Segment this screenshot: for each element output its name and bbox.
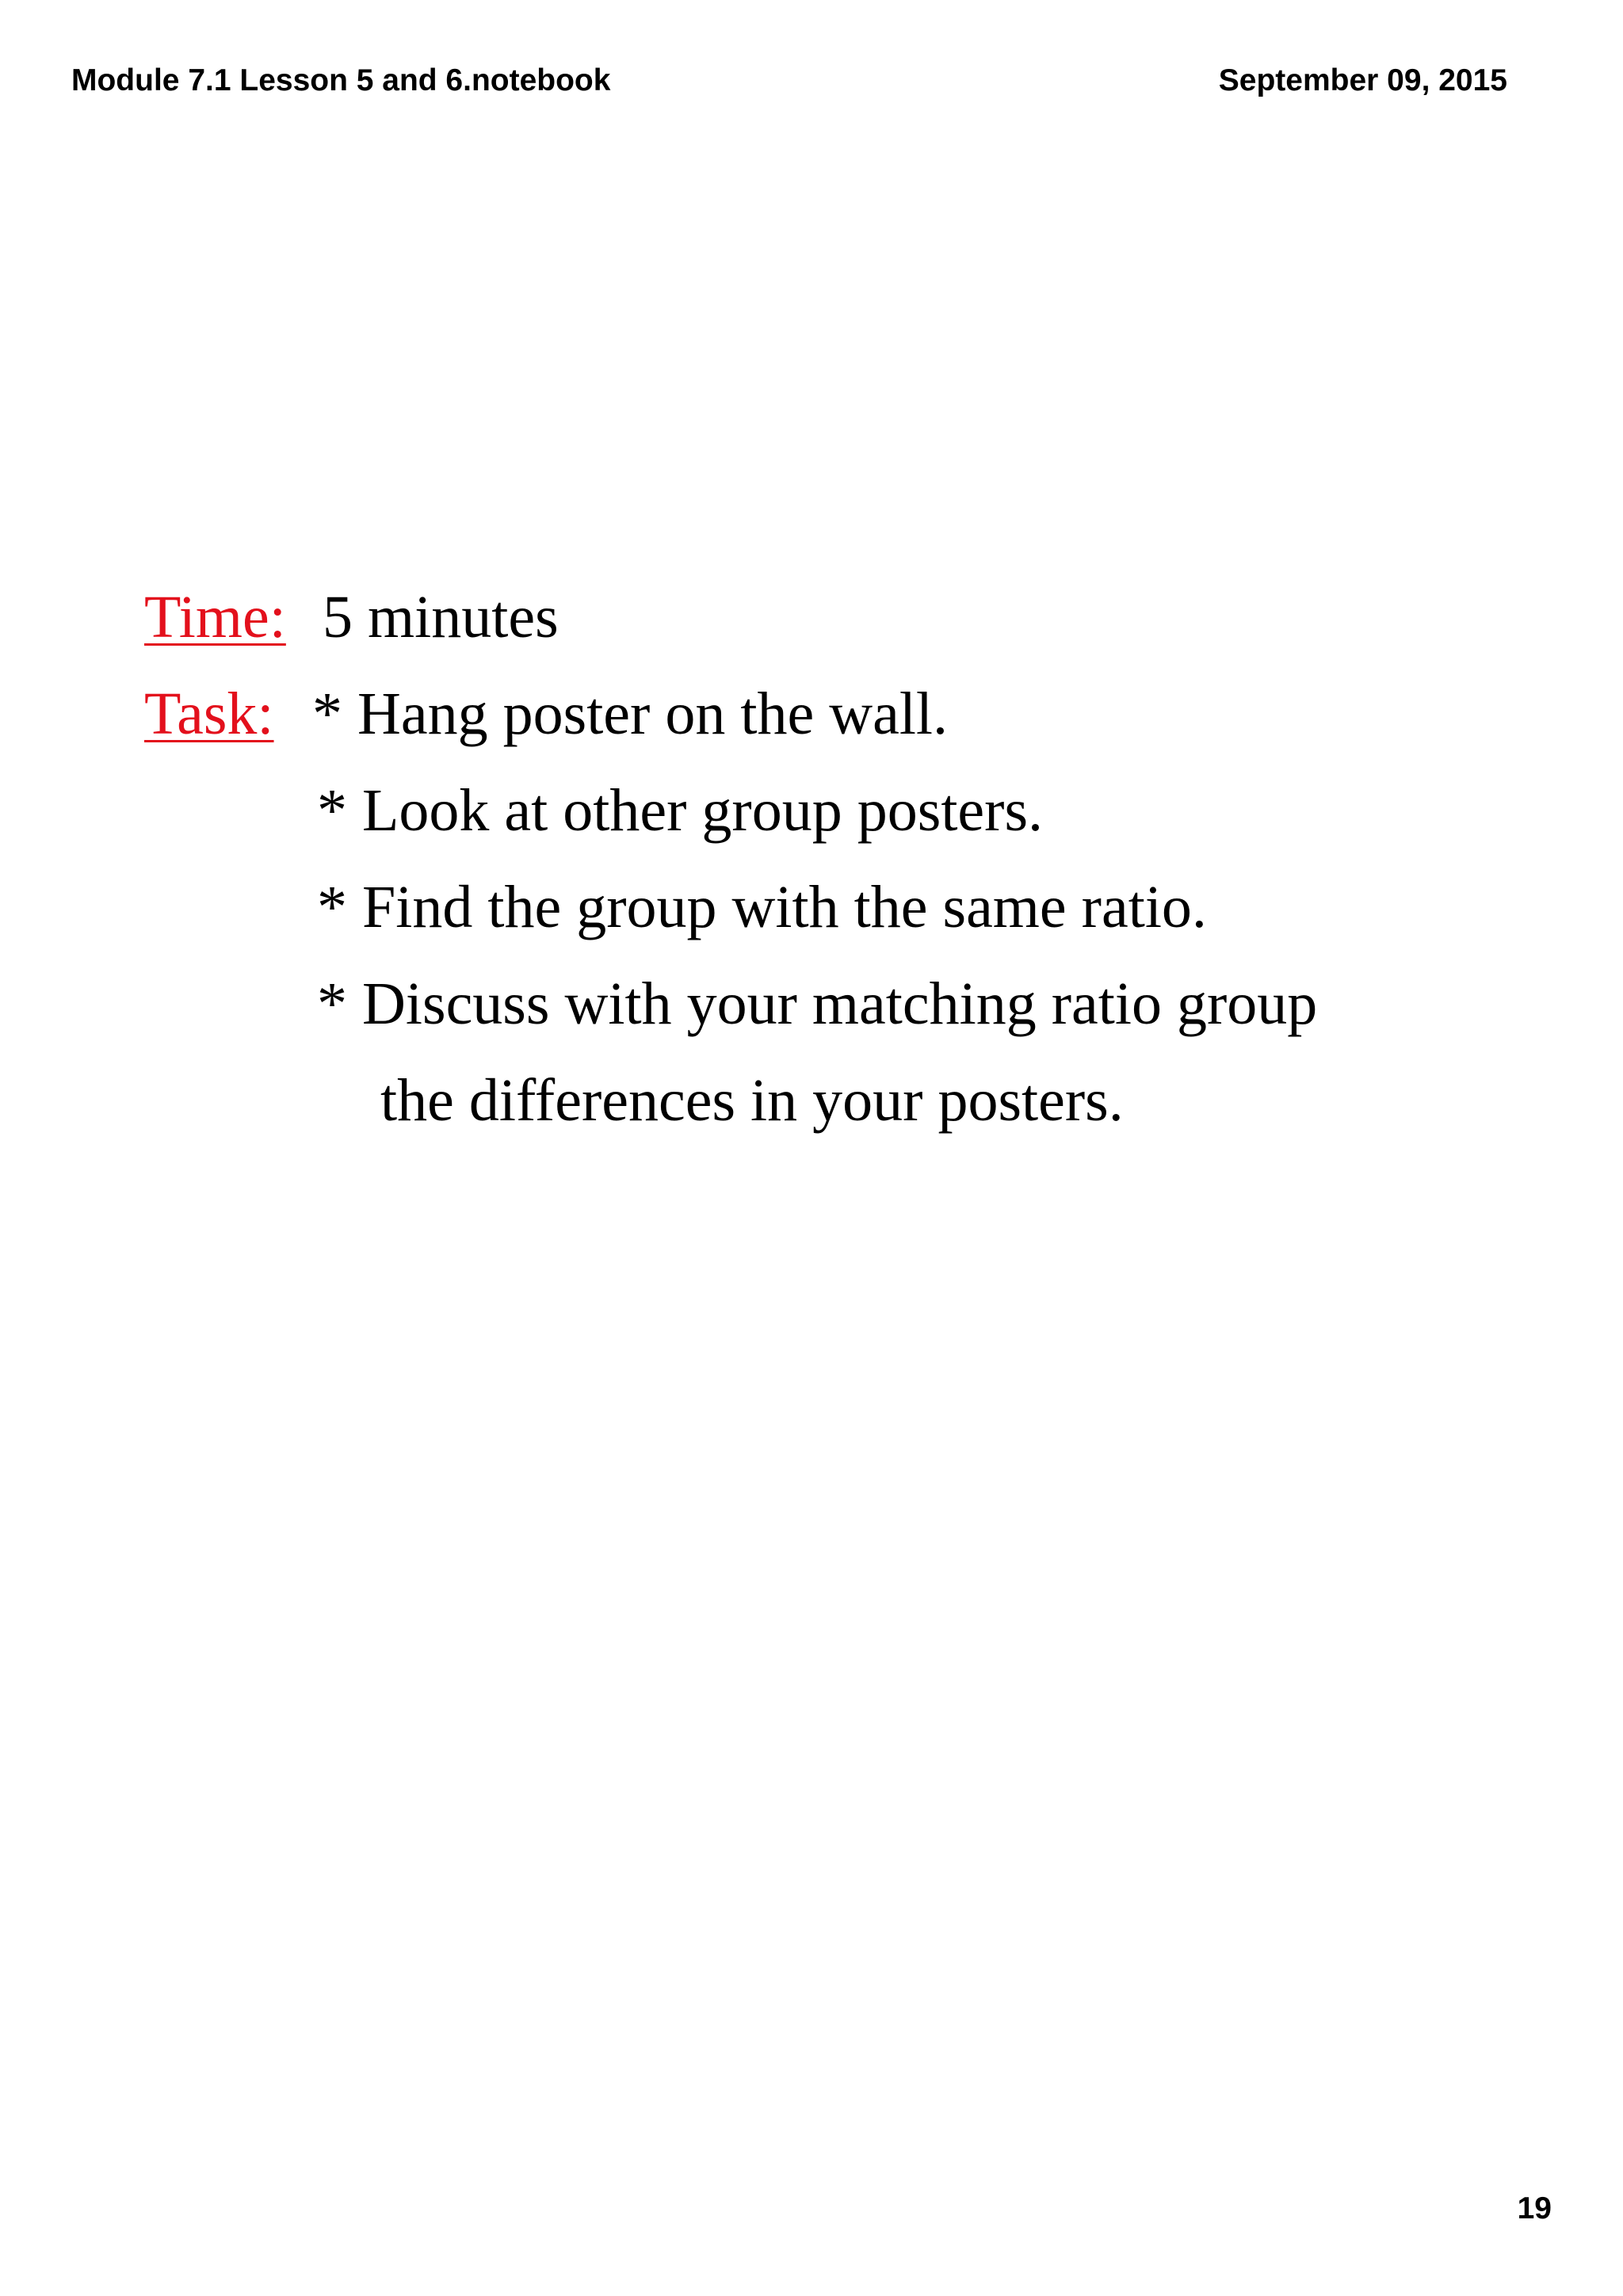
task-item: * Discuss with your matching ratio group: [317, 971, 1318, 1037]
task-item: * Hang poster on the wall.: [312, 681, 949, 747]
task-item-continuation: the differences in your posters.: [380, 1067, 1124, 1134]
time-value: 5 minutes: [323, 584, 559, 650]
task-item: * Find the group with the same ratio.: [317, 874, 1207, 940]
document-title: Module 7.1 Lesson 5 and 6.notebook: [71, 63, 611, 97]
document-date: September 09, 2015: [1218, 63, 1507, 97]
task-label: Task:: [144, 681, 274, 747]
page-header: [71, 63, 1507, 111]
time-label: Time:: [144, 584, 286, 650]
task-item: * Look at other group posters.: [317, 777, 1044, 844]
page-number: 19: [1517, 2191, 1552, 2225]
